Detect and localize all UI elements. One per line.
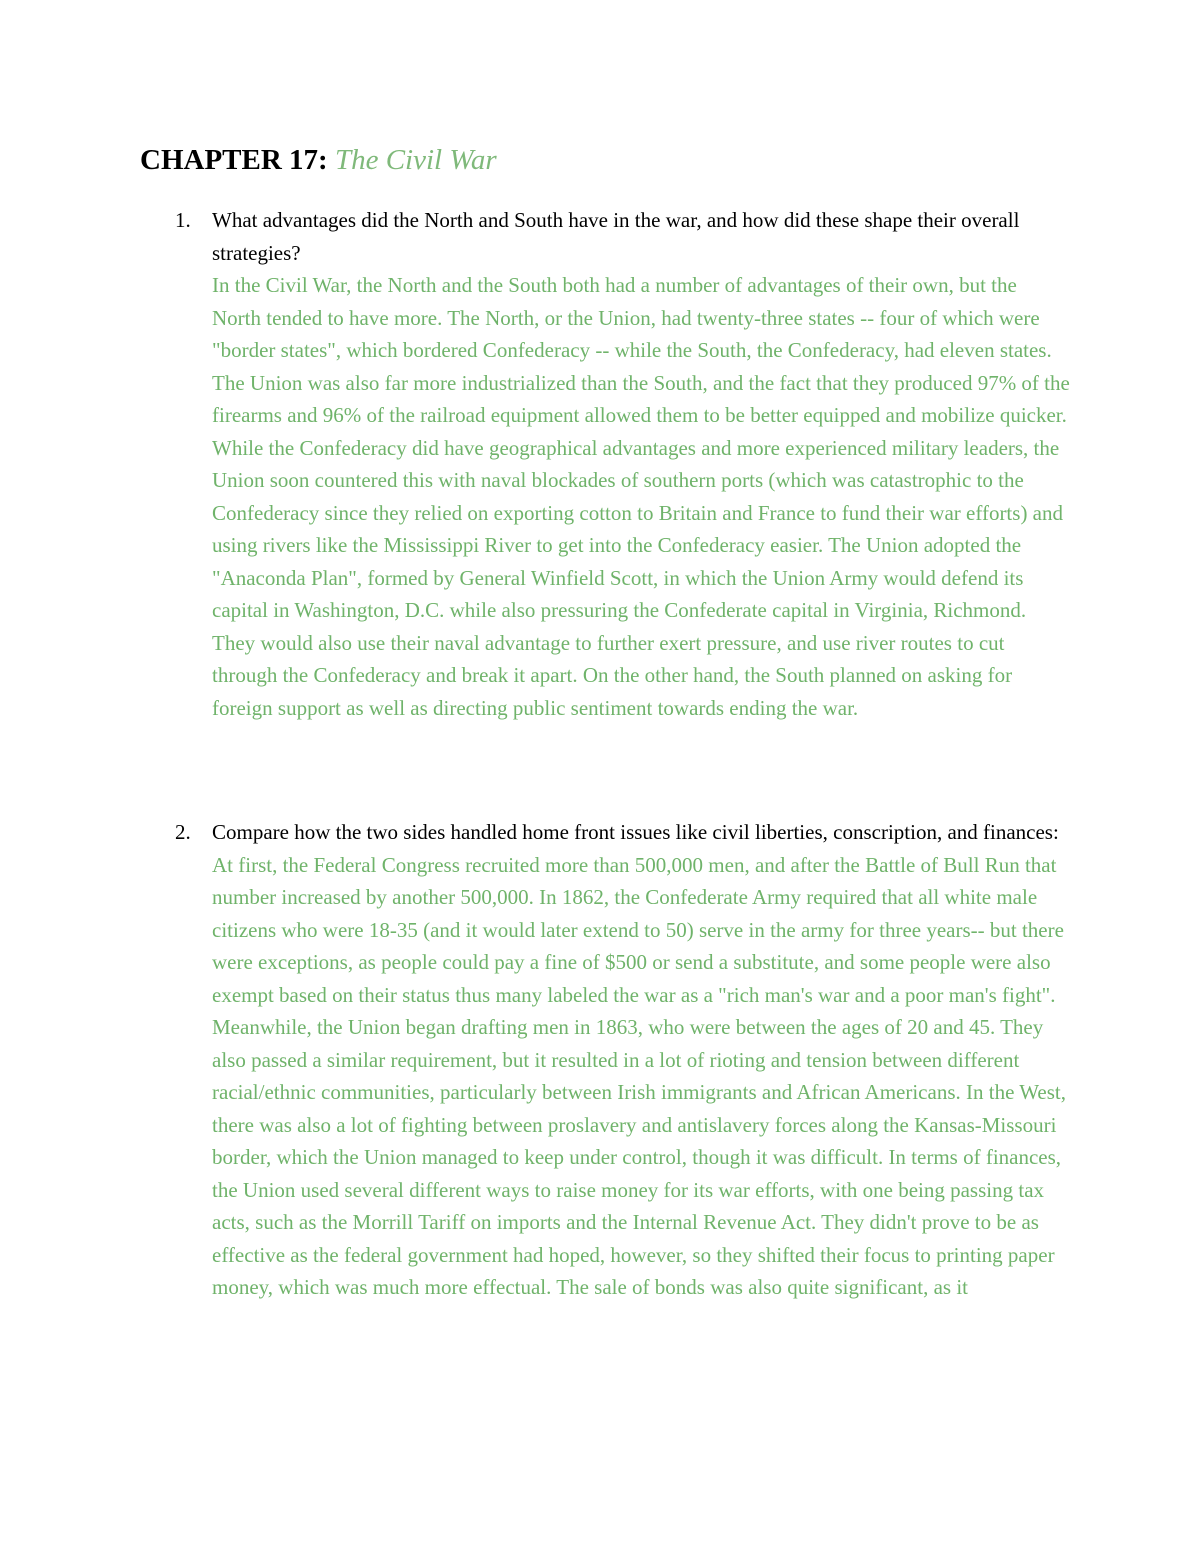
answer-text: At first, the Federal Congress recruited more than 500,000 men, and after the Battle of Bull Run that number increased by another 500,000. In 1862, the Confederate Army required that all white male citizens who were 18-35 (and it would later extend to 50) serve in the army for three years-- but there were exceptions, as people could pay a fine of $500 or send a substitute, and some people were also exempt based on their status thus many labeled the war as a "rich man's war and a poor man's fight". Meanwhile, the Union began drafting men in 1863, who were between the ages of 20 and 45. They also passed a similar requirement, but it resulted in a lot of rioting and tension between different racial/ethnic communities, particularly between Irish immigrants and African Americans. In the West, there was also a lot of fighting between proslavery and antislavery forces along the Kansas-Missouri border, which the Union managed to keep under control, though it was difficult. In terms of finances, the Union used several different ways to raise money for its war efforts, with one being passing tax acts, such as the Morrill Tariff on imports and the Internal Revenue Act. They didn't prove to be as effective as the federal government had hoped, however, so they shifted their focus to printing paper money, which was much more effectual. The sale of bonds was also quite significant, as it bbox=[212, 852, 1066, 1299]
question-item bbox=[140, 816, 1070, 1304]
question-list-item-1 bbox=[140, 204, 1070, 724]
chapter-title: The Civil War bbox=[334, 144, 497, 176]
question-item bbox=[140, 204, 1070, 724]
question-text: Compare how the two sides handled home front issues like civil liberties, conscription, and finances: bbox=[212, 820, 1059, 844]
question-number: 1. bbox=[175, 208, 191, 232]
question-number: 2. bbox=[175, 820, 191, 844]
question-text: What advantages did the North and South have in the war, and how did these shape their overall strategies? bbox=[212, 208, 1020, 265]
chapter-heading bbox=[140, 140, 497, 180]
chapter-label: CHAPTER 17: bbox=[140, 144, 328, 176]
question-list-item-2 bbox=[140, 816, 1070, 1304]
question-body bbox=[212, 816, 1070, 1304]
answer-text: In the Civil War, the North and the South both had a number of advantages of their own, but the North tended to have more. The North, or the Union, had twenty-three states -- four of which were "border states", which bordered Confederacy -- while the South, the Confederacy, had eleven states. The Union was also far more industrialized than the South, and the fact that they produced 97% of the firearms and 96% of the railroad equipment allowed them to be better equipped and mobilize quicker. While the Confederacy did have geographical advantages and more experienced military leaders, the Union soon countered this with naval blockades of southern ports (which was catastrophic to the Confederacy since they relied on exporting cotton to Britain and France to fund their war efforts) and using rivers like the Mississippi River to get into the Confederacy easier. The Union adopted the "Anaconda Plan", formed by General Winfield Scott, in which the Union Army would defend its capital in Washington, D.C. while also pressuring the Confederate capital in Virginia, Richmond. They would also use their naval advantage to further exert pressure, and use river routes to cut through the Confederacy and break it apart. On the other hand, the South planned on asking for foreign support as well as directing public sentiment towards ending the war. bbox=[212, 273, 1070, 720]
question-body bbox=[212, 204, 1070, 724]
